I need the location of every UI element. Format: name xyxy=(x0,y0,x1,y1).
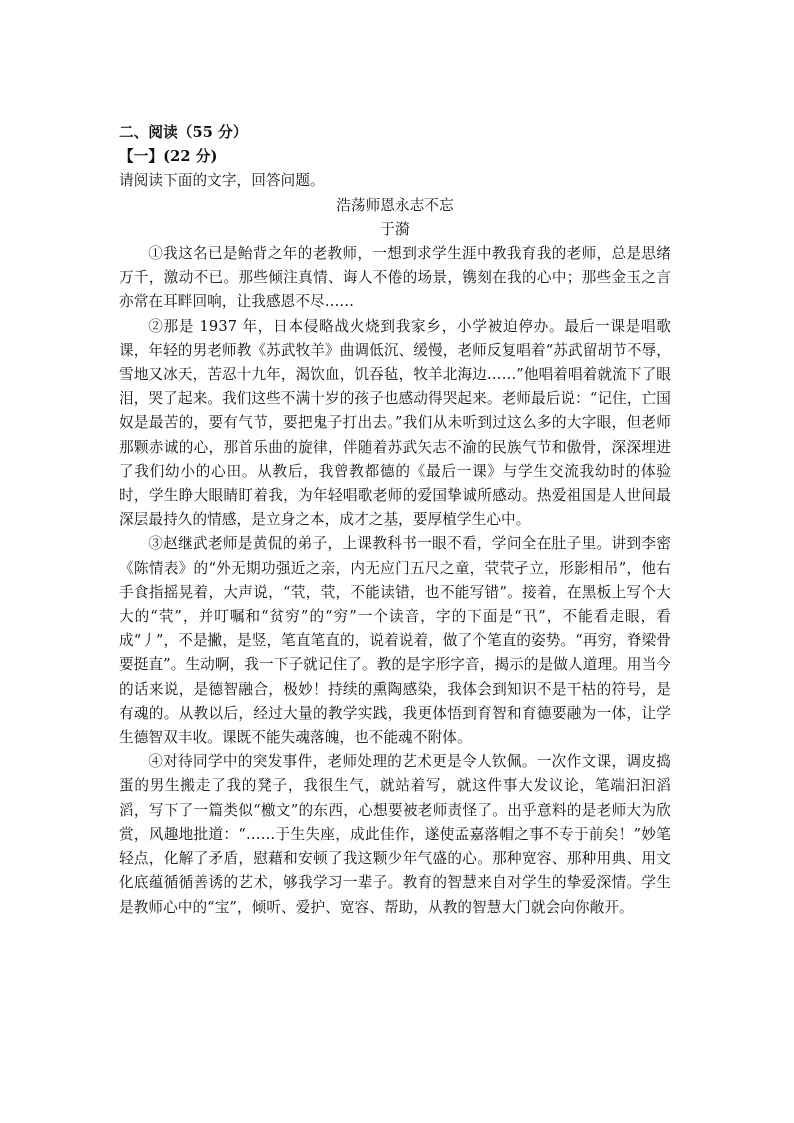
article-paragraph-3: ③赵继武老师是黄侃的弟子，上课教科书一眼不看，学问全在肚子里。讲到李密《陈情表》的“外无期功强近之亲，内无应门五尺之童，茕茕孑立，形影相吊”，他右手食指摇晃着，大声说，“茕，茕，不能读错，也不能写错”。接着，在黑板上写个大大的“茕”，并叮嘱和“贫穷”的“穷”一个读音，字的下面是“卂”，不能看走眼，看成“丿”，不是撇，是竖，笔直笔直的，说着说着，做了个笔直的姿势。“再穷，脊梁骨要挺直”。生动啊，我一下子就记住了。教的是字形字音，揭示的是做人道理。用当今的话来说，是德智融合，极妙！持续的熏陶感染，我体会到知识不是干枯的符号，是有魂的。从教以后，经过大量的教学实践，我更体悟到育智和育德要融为一体，让学生德智双丰收。课既不能失魂落魄，也不能魂不附体。 xyxy=(119,535,671,747)
reading-section xyxy=(119,121,671,920)
article-paragraph-2: ②那是 1937 年，日本侵略战火烧到我家乡，小学被迫停办。最后一课是唱歌课，年轻的男老师教《苏武牧羊》曲调低沉、缓慢，老师反复唱着“苏武留胡节不辱，雪地又冰天，苦忍十九年，渴饮血，饥吞毡，牧羊北海边……”他唱着唱着就流下了眼泪，哭了起来。我们这些不满十岁的孩子也感动得哭起来。老师最后说：“记住，亡国奴是最苦的，要有气节，要把鬼子打出去。”我们从未听到过这么多的大字眼，但老师那颗赤诚的心，那首乐曲的旋律，伴随着苏武矢志不渝的民族气节和傲骨，深深埋进了我们幼小的心田。从教后，我曾教都德的《最后一课》与学生交流我幼时的体验时，学生睁大眼睛盯着我，为年轻唱歌老师的爱国挚诚所感动。热爱祖国是人世间最深层最持久的情感，是立身之本，成才之基，要厚植学生心中。 xyxy=(119,317,671,529)
section-heading: 二、阅读（55 分） xyxy=(119,124,248,141)
article-title: 浩荡师恩永志不忘 xyxy=(336,196,454,214)
article-paragraph-4: ④对待同学中的突发事件，老师处理的艺术更是令人钦佩。一次作文课，调皮捣蛋的男生搬走了我的凳子，我很生气，就站着写，就这件事大发议论，笔端汩汩滔滔，写下了一篇类似“檄文”的东西，心想要被老师责怪了。出乎意料的是老师大为欣赏，风趣地批道：“……于生失座，成此佳作，遂使孟嘉落帽之事不专于前矣！”妙笔轻点，化解了矛盾，慰藉和安顿了我这颗少年气盛的心。那种宽容、那种用典、用文化底蕴循循善诱的艺术，够我学习一辈子。教育的智慧来自对学生的挚爱深情。学生是教师心中的“宝”，倾听、爱护、宽容、帮助，从教的智慧大门就会向你敞开。 xyxy=(119,753,671,916)
article-author: 于漪 xyxy=(380,220,410,238)
article-paragraph-1: ①我这名已是鲐背之年的老教师，一想到求学生涯中教我育我的老师，总是思绪万千，激动不已。那些倾注真情、诲人不倦的场景，镌刻在我的心中；那些金玉之言亦常在耳畔回响，让我感恩不尽…… xyxy=(119,245,671,311)
instruction-text: 请阅读下面的文字，回答问题。 xyxy=(119,172,325,190)
part-heading: 【一】(22 分) xyxy=(119,148,218,166)
